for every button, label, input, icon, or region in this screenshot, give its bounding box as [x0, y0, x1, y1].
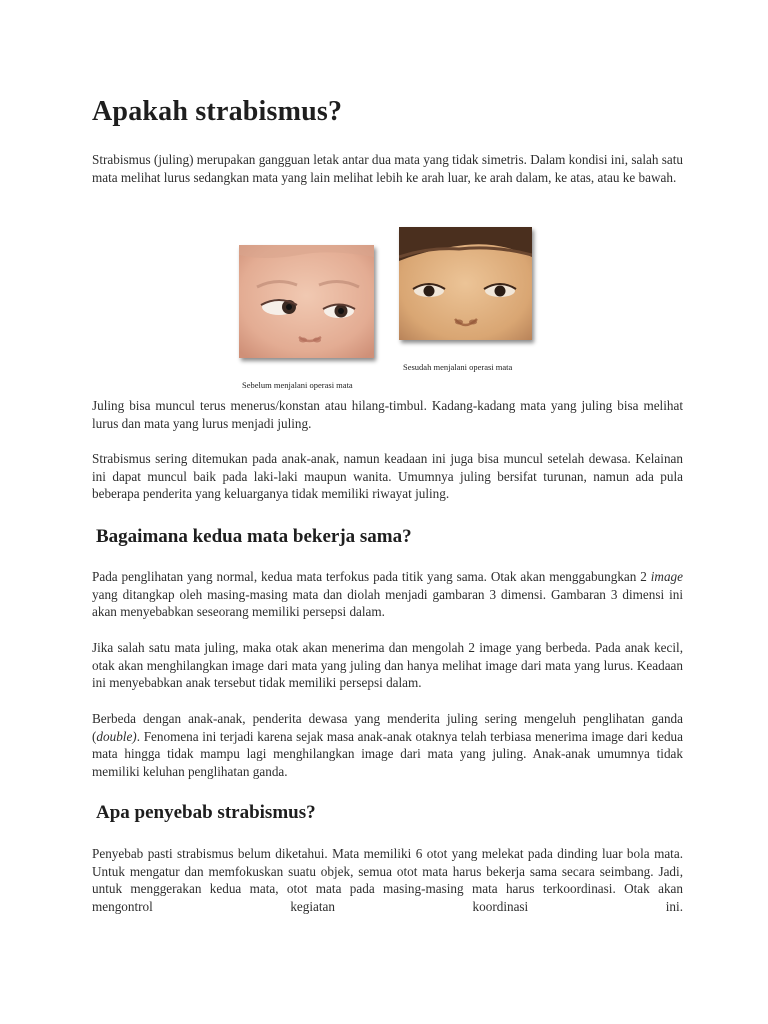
- emphasis-double: double): [96, 728, 137, 744]
- paragraph-child-squint: Jika salah satu mata juling, maka otak akan menerima dan mengolah 2 image yang berbeda. Pada anak kecil, otak akan menghilangkan image dari mata yang juling dan hanya melihat image dari mata yang lurus. Keadaan ini menyebabkan anak tersebut tidak memiliki persepsi dalam.: [92, 640, 683, 691]
- photo-before-surgery: [239, 245, 374, 358]
- paragraph-juling-intermittent: Juling bisa muncul terus menerus/konstan atau hilang-timbul. Kadang-kadang mata yang juling bisa melihat lurus dan mata yang lurus menjadi juling.: [92, 398, 683, 431]
- section-heading-causes: Apa penyebab strabismus?: [96, 802, 316, 823]
- paragraph-normal-vision: [92, 568, 683, 621]
- section-heading-binocular: Bagaimana kedua mata bekerja sama?: [96, 526, 412, 547]
- photo-after-surgery: [399, 227, 532, 340]
- caption-before-surgery: Sebelum menjalani operasi mata: [242, 380, 353, 390]
- emphasis-image: image: [650, 569, 683, 584]
- text-span: . Fenomena ini terjadi karena sejak masa anak-anak otaknya telah terbiasa menerima image dari kedua mata hingga tidak mampu lagi menghilangkan image dari mata yang juling. Anak-anak umumnya tidak memiliki keluhan penglihatan ganda.: [92, 728, 683, 779]
- caption-after-surgery: Sesudah menjalani operasi mata: [403, 362, 513, 372]
- child-face-after-image: [399, 227, 532, 340]
- intro-paragraph: Strabismus (juling) merupakan gangguan letak antar dua mata yang tidak simetris. Dalam kondisi ini, salah satu mata melihat lurus sedangkan mata yang lain melihat lebih ke arah luar, ke arah dalam, ke atas, atau ke bawah.: [92, 152, 683, 185]
- text-span: yang ditangkap oleh masing-masing mata dan diolah menjadi gambaran 3 dimensi. Gambaran 3 dimensi ini akan menyebabkan seseorang memiliki persepsi dalam.: [92, 586, 683, 620]
- paragraph-causes: Penyebab pasti strabismus belum diketahui. Mata memiliki 6 otot yang melekat pada dinding luar bola mata. Untuk mengatur dan memfokuskan suatu objek, semua otot mata harus bekerja sama secara seimbang. Jadi, untuk menggerakan kedua mata, otot mata pada masing-masing mata harus terkoordinasi. Otak akan mengontrol kegiatan koordinasi ini.: [92, 846, 683, 914]
- paragraph-adult-double-vision: [92, 710, 683, 780]
- paragraph-juling-prevalence: Strabismus sering ditemukan pada anak-anak, namun keadaan ini juga bisa muncul setelah dewasa. Kelainan ini dapat muncul baik pada laki-laki maupun wanita. Umumnya juling bersifat turunan, namun ada pula beberapa penderita yang keluarganya tidak memiliki riwayat juling.: [92, 451, 683, 502]
- child-face-before-image: [239, 245, 374, 358]
- page-title: Apakah strabismus?: [92, 96, 343, 127]
- text-span: Berbeda dengan anak-anak, penderita dewasa yang menderita juling sering mengeluh penglihatan ganda (: [92, 711, 683, 744]
- text-span: Pada penglihatan yang normal, kedua mata terfokus pada titik yang sama. Otak akan menggabungkan 2: [92, 569, 651, 584]
